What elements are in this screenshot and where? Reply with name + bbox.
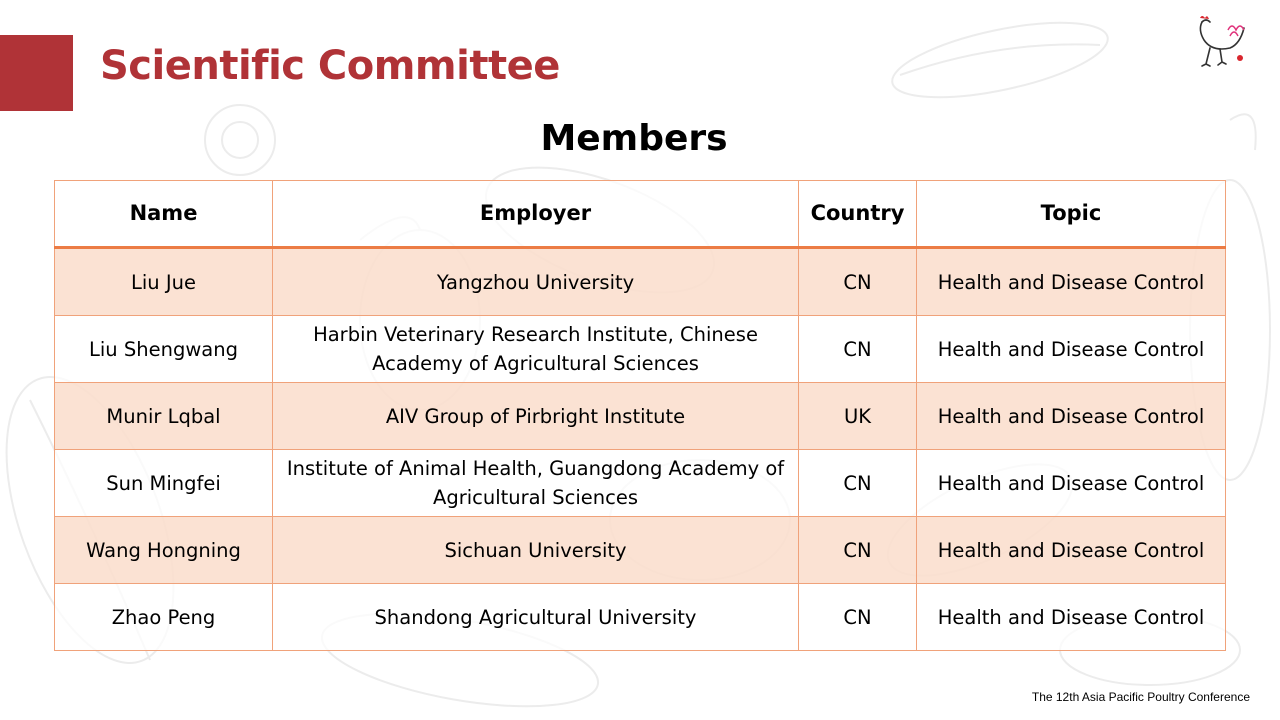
member-country: CN xyxy=(799,517,917,584)
member-country: CN xyxy=(799,316,917,383)
title-accent-bar xyxy=(0,35,73,111)
table-row xyxy=(55,316,1226,383)
member-topic: Health and Disease Control xyxy=(917,450,1226,517)
column-header-name: Name xyxy=(55,181,273,248)
member-topic: Health and Disease Control xyxy=(917,316,1226,383)
member-country: CN xyxy=(799,584,917,651)
table-row xyxy=(55,248,1226,316)
section-subtitle: Members xyxy=(540,118,728,159)
member-employer: Sichuan University xyxy=(273,517,799,584)
member-name: Zhao Peng xyxy=(55,584,273,651)
members-table xyxy=(54,180,1226,651)
rooster-logo-icon xyxy=(1188,8,1250,70)
member-employer: Harbin Veterinary Research Institute, Chinese Academy of Agricultural Sciences xyxy=(273,316,799,383)
member-country: UK xyxy=(799,383,917,450)
member-name: Wang Hongning xyxy=(55,517,273,584)
table-row xyxy=(55,450,1226,517)
column-header-employer: Employer xyxy=(273,181,799,248)
member-topic: Health and Disease Control xyxy=(917,517,1226,584)
table-row xyxy=(55,517,1226,584)
member-name: Sun Mingfei xyxy=(55,450,273,517)
table-row xyxy=(55,584,1226,651)
member-name: Liu Shengwang xyxy=(55,316,273,383)
member-topic: Health and Disease Control xyxy=(917,248,1226,316)
column-header-topic: Topic xyxy=(917,181,1226,248)
member-topic: Health and Disease Control xyxy=(917,584,1226,651)
member-name: Munir Lqbal xyxy=(55,383,273,450)
member-employer: Yangzhou University xyxy=(273,248,799,316)
table-header-row xyxy=(55,181,1226,248)
member-employer: Institute of Animal Health, Guangdong Academy of Agricultural Sciences xyxy=(273,450,799,517)
member-country: CN xyxy=(799,248,917,316)
member-country: CN xyxy=(799,450,917,517)
column-header-country: Country xyxy=(799,181,917,248)
member-employer: AIV Group of Pirbright Institute xyxy=(273,383,799,450)
table-row xyxy=(55,383,1226,450)
member-name: Liu Jue xyxy=(55,248,273,316)
page-title: Scientific Committee xyxy=(100,43,560,89)
member-topic: Health and Disease Control xyxy=(917,383,1226,450)
member-employer: Shandong Agricultural University xyxy=(273,584,799,651)
conference-footer: The 12th Asia Pacific Poultry Conference xyxy=(1031,690,1250,704)
